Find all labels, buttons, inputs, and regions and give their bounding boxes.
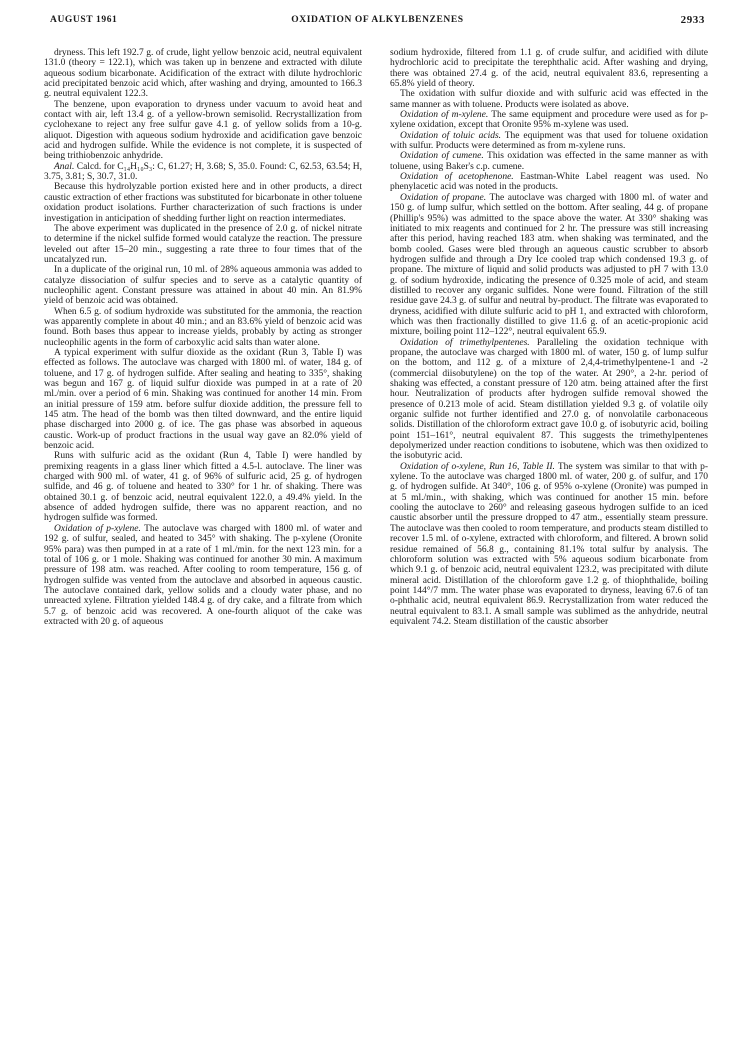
page-number: 2933 [680, 14, 705, 26]
paragraph-text: The system was similar to that with p-xylene. To the autoclave was charged 1800 ml. of water, 200 g. of sulfur, and 170 g. of hydrogen sulfide. At 340°, 106 g. of 95% o-xylene (Oronite) was pumped in at 5 ml./min., with shaking, which was continued for another 15 min. before cooling the autoclave to 260° and releasing gaseous hydrogen sulfide to an iced caustic absorber until the pressure dropped to 47 atm., essentially steam pressure. The autoclave was then cooled to room temperature, and products steam distilled to recover 1.5 ml. of o-xylene, extracted with chloroform, and filtered. A brown solid residue remained of 56.8 g., containing 81.1% total sulfur by analysis. The chloroform solution was extracted with 5% aqueous sodium bicarbonate from which 9.1 g. of benzoic acid, neutral equivalent 123.2, was precipitated with dilute mineral acid. Distillation of the chloroform gave 1.2 g. of thiophthalide, boiling point 144°/7 mm. The water phase was evaporated to dryness, leaving 67.6 of tan o-phthalic acid, neutral equivalent 86.9. Recrystallization from water reduced the neutral equivalent to 83.1. A small sample was sublimed as the anhydride, neutral equivalent 74.2. Steam distillation of the caustic absorber [390, 461, 708, 627]
paragraph [390, 89, 708, 110]
paragraph-text: The above experiment was duplicated in the presence of 2.0 g. of nickel nitrate to determine if the nickel sulfide formed would catalyze the reaction. The pressure leveled out after 15–20 min., suggesting a rate three to four times that of the uncatalyzed run. [44, 223, 362, 265]
paragraph-text: sodium hydroxide, filtered from 1.1 g. of crude sulfur, and acidified with dilute hydrochloric acid to precipitate the terephthalic acid. After washing and drying, there was obtained 27.4 g. of the acid, neutral equivalent 83.6, representing a 65.8% yield of theory. [390, 48, 708, 90]
paragraph [390, 462, 708, 628]
right-column [390, 48, 708, 627]
paragraph-text: Eastman-White Label reagent was used. No phenylacetic acid was noted in the products. [390, 172, 709, 193]
paragraph-text: The benzene, upon evaporation to dryness under vacuum to avoid heat and contact with air, left 13.4 g. of a yellow-brown semisolid. Recrystallization from cyclohexane to reject any free sulfur gave 4.1 g. of yellow solids from a 10-g. aliquot. Digestion with aqueous sodium hydroxide and acidification gave benzoic acid and hydrogen sulfide. While the evidence is not complete, it is suspected of being trithiobenzoic anhydride. [44, 99, 362, 162]
paragraph [390, 172, 708, 193]
paragraph-heading: Oxidation of o-xylene, Run 16, Table II. [400, 461, 555, 472]
paragraph-text: The autoclave was charged with 1800 ml. of water and 150 g. of lump sulfur, which settled on the bottom. After sealing, 44 g. of propane (Phillip's 95%) was admitted to the space above the water. At 330° shaking was initiated to mix reagents and continued for 2 hr. The pressure was still increasing after this period, having reached 183 atm. when shaking was terminated, and the bomb cooled. Gases were bled through an aqueous caustic scrubber to absorb hydrogen sulfide and through a Dry Ice cooled trap which condensed 19.3 g. of propane. The mixture of liquid and solid products was adjusted to pH 7 with 13.0 g. of sodium hydroxide, indicating the presence of 0.325 mole of acid, and steam distilled to recover any organic sulfides. None were found. Filtration of the still residue gave 24.3 g. of sulfur and neutral by-product. The filtrate was evaporated to dryness, acidified with dilute sulfuric acid to pH 1, and extracted with chloroform, which was then fractionally distilled to give 11.6 g. of an acetic-propionic acid mixture, boiling point 112–122°, neutral equivalent 65.9. [390, 192, 708, 338]
paragraph [44, 348, 362, 451]
paragraph [44, 224, 362, 265]
paragraph [44, 307, 362, 348]
paragraph [390, 151, 708, 172]
paragraph-text: This oxidation was effected in the same manner as with toluene, using Baker's c.p. cumene. [390, 151, 708, 172]
paragraph-heading: Oxidation of acetophenone. [400, 172, 514, 183]
paragraph [44, 265, 362, 306]
paragraph [390, 48, 708, 89]
paragraph-heading: Oxidation of trimethylpentenes. [400, 337, 530, 348]
paragraph [44, 162, 362, 183]
paragraph [44, 524, 362, 627]
paragraph [44, 182, 362, 223]
header-date: AUGUST 1961 [50, 15, 118, 25]
left-column [44, 48, 362, 627]
paragraph [44, 100, 362, 162]
paragraph-text: The same equipment and procedure were used as for p-xylene oxidation, except that Oronite 95% m-xylene was used. [390, 110, 709, 131]
running-header [50, 15, 705, 29]
paragraph-text: Paralleling the oxidation technique with propane, the autoclave was charged with 1800 ml. of water, 150 g. of lump sulfur on the bottom, and 112 g. of a mixture of 2,4,4-trimethylpentene-1 and -2 (commercial diisobutylene) on the top of the water. At 290°, a 2-hr. period of shaking was effected, a constant pressure of 120 atm. being attained after the first hour. Neutralization of products after hydrogen sulfide removal showed the presence of 0.213 mole of acid. Steam distillation yielded 9.3 g. of volatile oily organic sulfide not further identified and 27.0 g. of nonvolatile carbonaceous solids. Distillation of the chloroform extract gave 10.0 g. of isobutyric acid, boiling point 151–161°, neutral equivalent 87. This suggests the trimethylpentenes depolymerized under reaction conditions to isobutene, which was then oxidized to the isobutyric acid. [390, 337, 709, 462]
paragraph [390, 193, 708, 338]
paragraph-heading: Oxidation of propane. [400, 192, 487, 203]
paragraph [390, 338, 708, 462]
paragraph [390, 110, 708, 131]
paragraph-text: Runs with sulfuric acid as the oxidant (Run 4, Table I) were handled by premixing reagents in a glass liner which fitted a 4.5-l. autoclave. The liner was charged with 900 ml. of water, 41 g. of 96% of sulfuric acid, 25 g. of hydrogen sulfide, and 46 g. of toluene and heated to 330° for 1 hr. of shaking. There was obtained 30.1 g. of benzoic acid, neutral equivalent 122.0, a 49.4% yield. In the absence of added hydrogen sulfide, there was no apparent reaction, and no hydrogen sulfide was formed. [44, 451, 362, 524]
header-title: OXIDATION OF ALKYLBENZENES [291, 15, 464, 25]
paragraph-heading: Anal. [54, 161, 75, 172]
paragraph-heading: Oxidation of cumene. [400, 151, 484, 162]
paragraph-text: A typical experiment with sulfur dioxide as the oxidant (Run 3, Table I) was effected as follows. The autoclave was charged with 1800 ml. of water, 184 g. of toluene, and 17 g. of hydrogen sulfide. After sealing and heating to 335°, shaking was begun and 167 g. of liquid sulfur dioxide was pumped in at a rate of 20 ml./min. over a period of 6 min. Shaking was continued for another 14 min. From an initial pressure of 159 atm. before sulfur dioxide addition, the pressure fell to 145 atm. The head of the bomb was then tilted downward, and the entire liquid phase discharged into 2000 g. of ice. The gas phase was absorbed in aqueous caustic. Work-up of product fractions in the usual way gave an 82.0% yield of benzoic acid. [44, 347, 362, 452]
paragraph [44, 48, 362, 100]
paragraph-text: The oxidation with sulfur dioxide and with sulfuric acid was effected in the same manner as with toluene. Products were isolated as above. [390, 89, 708, 110]
paragraph-text: The autoclave was charged with 1800 ml. of water and 192 g. of sulfur, sealed, and heated to 345° with shaking. The p-xylene (Oronite 95% para) was then pumped in at a rate of 1 ml./min. for the next 123 min. for a total of 106 g. or 1 mole. Shaking was continued for another 30 min. A maximum pressure of 198 atm. was reached. After cooling to room temperature, 156 g. of hydrogen sulfide was vented from the autoclave and absorbed in aqueous caustic. The autoclave contained dark, yellow solids and a cloudy water phase, and no unreacted xylene. Filtration yielded 148.4 g. of dry cake, and a filtrate from which 5.7 g. of benzoic acid was recovered. A one-fourth aliquot of the cake was extracted with 20 g. of aqueous [44, 523, 362, 627]
paragraph-heading: Oxidation of p-xylene. [54, 523, 141, 534]
paragraph [390, 131, 708, 152]
paragraph-heading: Oxidation of toluic acids. [400, 130, 502, 141]
paragraph-text: In a duplicate of the original run, 10 ml. of 28% aqueous ammonia was added to catalyze dissociation of sulfur species and to serve as a catalytic quantity of nucleophilic agent. Constant pressure was attained in about 40 min. An 81.9% yield of benzoic acid was obtained. [44, 265, 362, 307]
paragraph-heading: Oxidation of m-xylene. [400, 110, 489, 121]
paragraph [44, 451, 362, 523]
paragraph-text: Calcd. for C₁₄H₁₀S₃: C, 61.27; H, 3.68; S, 35.0. Found: C, 62.53, 63.54; H, 3.75, 3.81; S, 30.7, 31.0. [44, 161, 362, 183]
paragraph-text: When 6.5 g. of sodium hydroxide was substituted for the ammonia, the reaction was apparently complete in about 40 min.; and an 83.6% yield of benzoic acid was found. Both bases thus appear to increase yields, probably by acting as stronger nucleophilic agents in the form of carboxylic acid salts than water alone. [44, 306, 362, 348]
paragraph-text: dryness. This left 192.7 g. of crude, light yellow benzoic acid, neutral equivalent 131.0 (theory = 122.1), which was taken up in benzene and extracted with dilute aqueous sodium bicarbonate. Acidification of the extract with dilute hydrochloric acid precipitated benzoic acid which, after washing and drying, amounted to 166.3 g. neutral equivalent 122.3. [44, 48, 362, 100]
paragraph-text: The equipment was that used for toluene oxidation with sulfur. Products were determined as from m-xylene runs. [390, 130, 709, 152]
paragraph-text: Because this hydrolyzable portion existed here and in other products, a direct caustic extraction of ether fractions was substituted for bicarbonate in other toluene oxidation product isolations. Further characterization of such fractions is under investigation in anticipation of shedding further light on reaction intermediates. [44, 182, 362, 224]
